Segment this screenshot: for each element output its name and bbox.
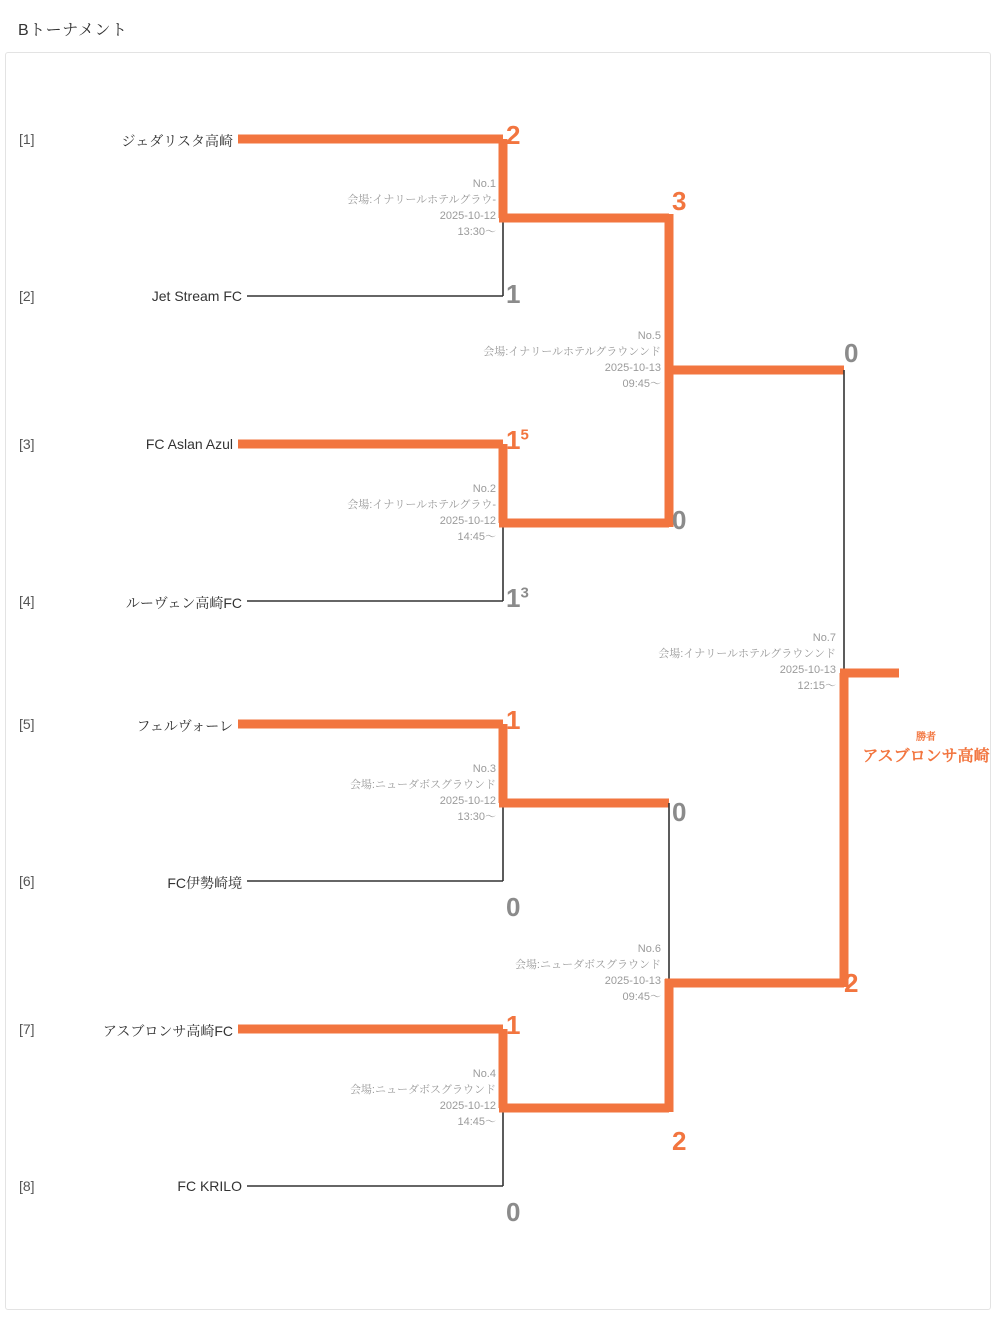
match-info-7-no: No.7 bbox=[812, 632, 836, 644]
match-info-3-date: 2025-10-12 bbox=[439, 794, 496, 807]
match-info-6-venue: 会場:ニューダボスグラウンド bbox=[514, 958, 661, 971]
match-info-5[interactable] bbox=[346, 329, 661, 393]
team-name-7[interactable]: アスブロンサ高崎FC bbox=[102, 1023, 233, 1039]
seed-number-3: [3] bbox=[19, 436, 35, 452]
match-info-6[interactable] bbox=[346, 942, 661, 1006]
match-info-1-no: No.1 bbox=[472, 178, 496, 190]
match-info-4-date: 2025-10-12 bbox=[439, 1099, 496, 1112]
winner-name[interactable]: アスブロンサ高崎 bbox=[862, 748, 990, 765]
match-info-7-time: 12:15〜 bbox=[797, 679, 836, 692]
team-name-8[interactable]: FC KRILO bbox=[177, 1178, 242, 1194]
score-match6-top: 0 bbox=[672, 797, 687, 827]
score-match1-top: 2 bbox=[506, 120, 521, 150]
score-final-top: 0 bbox=[844, 338, 859, 368]
score-match2-top bbox=[506, 427, 529, 453]
bracket-lines bbox=[6, 53, 992, 1311]
match-info-4-venue: 会場:ニューダボスグラウンド bbox=[349, 1083, 496, 1096]
match-info-3-no: No.3 bbox=[472, 763, 496, 775]
match-info-2-no: No.2 bbox=[472, 483, 496, 495]
winner-label: 勝者 bbox=[916, 732, 936, 743]
score-match2-top-pk: 5 bbox=[520, 426, 529, 444]
match-info-1[interactable] bbox=[206, 177, 496, 241]
match-info-2-venue: 会場:イナリールホテルグラウ- bbox=[347, 498, 496, 511]
match-info-2-time: 14:45〜 bbox=[457, 530, 496, 543]
match-info-3[interactable] bbox=[206, 762, 496, 826]
match-info-3-time: 13:30〜 bbox=[457, 810, 496, 823]
match-info-7-venue: 会場:イナリールホテルグラウンンド bbox=[658, 647, 836, 660]
seed-number-7: [7] bbox=[19, 1021, 35, 1037]
score-match4-top: 1 bbox=[506, 1010, 521, 1040]
seed-number-5: [5] bbox=[19, 716, 35, 732]
score-match5-bottom: 0 bbox=[672, 505, 687, 535]
match-info-3-venue: 会場:ニューダボスグラウンド bbox=[349, 778, 496, 791]
match-info-6-date: 2025-10-13 bbox=[604, 974, 661, 987]
match-info-7-date: 2025-10-13 bbox=[779, 663, 836, 676]
score-match5-top: 3 bbox=[672, 186, 687, 216]
team-name-3[interactable]: FC Aslan Azul bbox=[145, 436, 233, 452]
score-match1-bottom: 1 bbox=[506, 279, 521, 309]
page-title: Bトーナメント bbox=[18, 22, 128, 39]
match-info-5-venue: 会場:イナリールホテルグラウンンド bbox=[483, 345, 661, 358]
score-match2-bottom-value: 1 bbox=[506, 583, 521, 613]
match-info-1-venue: 会場:イナリールホテルグラウ- bbox=[347, 193, 496, 206]
seed-number-2: [2] bbox=[19, 288, 35, 304]
score-match3-top: 1 bbox=[506, 705, 521, 735]
seed-number-6: [6] bbox=[19, 873, 35, 889]
team-name-6[interactable]: FC伊勢崎境 bbox=[167, 875, 242, 891]
team-name-4[interactable]: ルーヴェン高崎FC bbox=[125, 595, 242, 611]
match-info-5-no: No.5 bbox=[637, 330, 661, 342]
score-match2-bottom-pk: 3 bbox=[520, 584, 529, 602]
match-info-6-no: No.6 bbox=[637, 943, 661, 955]
match-info-2[interactable] bbox=[206, 482, 496, 546]
seed-number-8: [8] bbox=[19, 1178, 35, 1194]
match-info-1-date: 2025-10-12 bbox=[439, 209, 496, 222]
score-match2-bottom bbox=[506, 585, 529, 611]
match-info-7[interactable] bbox=[521, 631, 836, 695]
match-info-1-time: 13:30〜 bbox=[457, 225, 496, 238]
score-final-bottom: 2 bbox=[844, 968, 859, 998]
match-info-5-date: 2025-10-13 bbox=[604, 361, 661, 374]
score-match2-top-value: 1 bbox=[506, 425, 521, 455]
team-name-1[interactable]: ジェダリスタ高崎 bbox=[121, 133, 233, 149]
match-info-4[interactable] bbox=[206, 1067, 496, 1131]
match-info-2-date: 2025-10-12 bbox=[439, 514, 496, 527]
score-match6-bottom: 2 bbox=[672, 1126, 687, 1156]
seed-number-4: [4] bbox=[19, 593, 35, 609]
match-info-6-time: 09:45〜 bbox=[622, 990, 661, 1003]
match-info-4-time: 14:45〜 bbox=[457, 1115, 496, 1128]
bracket-board bbox=[5, 52, 991, 1310]
match-info-5-time: 09:45〜 bbox=[622, 377, 661, 390]
seed-number-1: [1] bbox=[19, 131, 35, 147]
score-match4-bottom: 0 bbox=[506, 1197, 521, 1227]
team-name-5[interactable]: フェルヴォーレ bbox=[136, 718, 233, 734]
team-name-2[interactable]: Jet Stream FC bbox=[151, 288, 242, 304]
score-match3-bottom: 0 bbox=[506, 892, 521, 922]
match-info-4-no: No.4 bbox=[472, 1068, 496, 1080]
